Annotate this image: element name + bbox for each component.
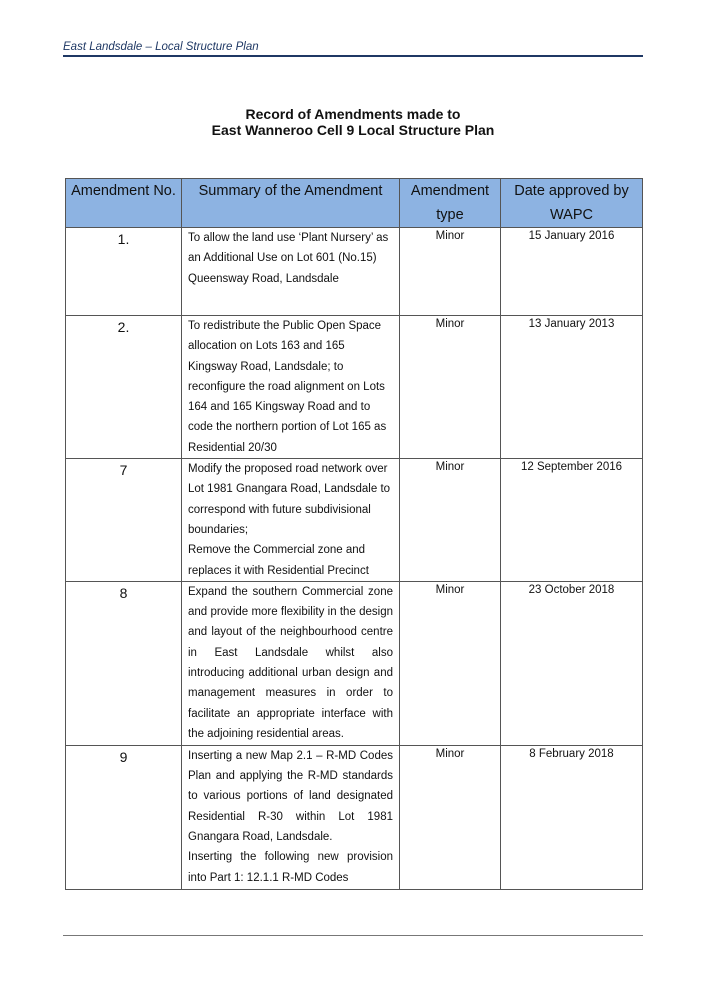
amendment-type: Minor	[400, 745, 501, 889]
amendment-no: 2.	[66, 316, 182, 459]
amendment-type: Minor	[400, 316, 501, 459]
amendment-summary-cell	[182, 745, 400, 889]
table-row	[66, 459, 643, 582]
amendment-summary: Expand the southern Commercial zone and provide more flexibility in the design and layout of the neighbourhood centre in East Landsdale whilst also introducing additional urban design and management measures in order to facilitate an appropriate interface with the adjoining residential areas.	[182, 581, 400, 745]
running-header	[63, 41, 643, 57]
table-row	[66, 316, 643, 459]
amendment-no: 1.	[66, 228, 182, 316]
amendments-table	[65, 178, 643, 890]
amendment-summary: To redistribute the Public Open Space allocation on Lots 163 and 165 Kingsway Road, Landsdale; to reconfigure the road alignment on Lots 164 and 165 Kingsway Road and to code the northern portion of Lot 165 as Residential 20/30	[182, 316, 400, 459]
amendment-type: Minor	[400, 581, 501, 745]
amendment-summary: To allow the land use ‘Plant Nursery’ as an Additional Use on Lot 601 (No.15) Queensway Road, Landsdale	[182, 228, 400, 316]
amendment-date: 23 October 2018	[501, 581, 643, 745]
amendment-summary: Modify the proposed road network over Lot 1981 Gnangara Road, Landsdale to correspond with future subdivisional boundaries;	[188, 463, 391, 536]
header-type: Amendment type	[400, 179, 501, 228]
table-row	[66, 745, 643, 889]
table-row	[66, 581, 643, 745]
amendment-summary-cell	[182, 459, 400, 582]
amendment-summary-continued: Remove the Commercial zone and replaces it with Residential Precinct	[188, 544, 369, 577]
page-title	[63, 106, 643, 138]
amendment-type: Minor	[400, 228, 501, 316]
amendment-date: 8 February 2018	[501, 745, 643, 889]
amendment-date: 12 September 2016	[501, 459, 643, 582]
amendment-no: 9	[66, 745, 182, 889]
header-date: Date approved by WAPC	[501, 179, 643, 228]
table-header-row	[66, 179, 643, 228]
table-row	[66, 228, 643, 316]
amendment-summary-continued: Inserting the following new provision into Part 1: 12.1.1 R-MD Codes	[188, 851, 393, 884]
amendment-no: 7	[66, 459, 182, 582]
footer-rule	[63, 935, 643, 936]
title-line-2: East Wanneroo Cell 9 Local Structure Plan	[211, 122, 495, 138]
header-text: East Landsdale – Local Structure Plan	[63, 41, 259, 53]
amendment-no: 8	[66, 581, 182, 745]
header-amendment-no: Amendment No.	[66, 179, 182, 228]
amendment-summary: Inserting a new Map 2.1 – R-MD Codes Plan and applying the R-MD standards to various portions of land designated Residential R-30 within Lot 1981 Gnangara Road, Landsdale.	[188, 749, 393, 844]
amendment-date: 13 January 2013	[501, 316, 643, 459]
amendment-date: 15 January 2016	[501, 228, 643, 316]
header-summary: Summary of the Amendment	[182, 179, 400, 228]
amendment-type: Minor	[400, 459, 501, 582]
title-line-1: Record of Amendments made to	[245, 106, 461, 122]
